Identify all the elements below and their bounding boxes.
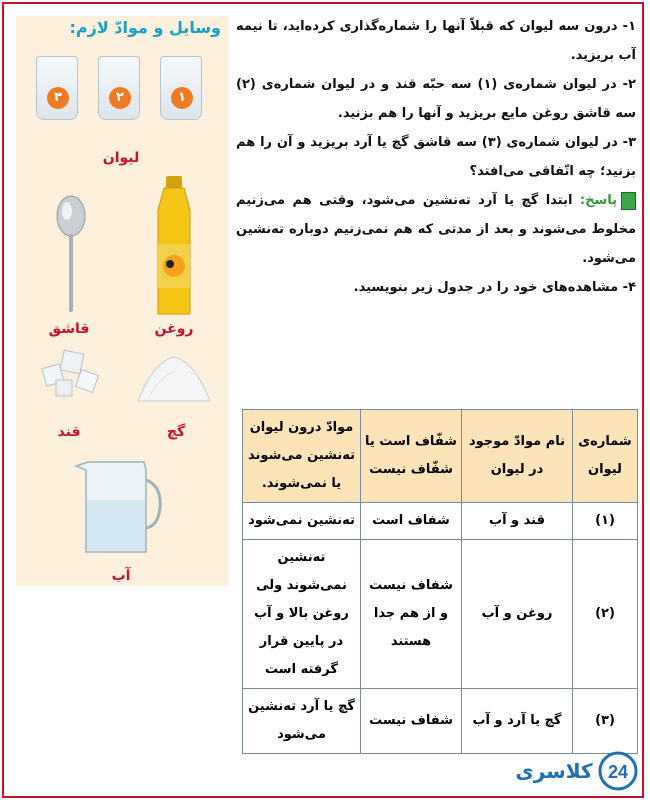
cell-number: (۱) [573,503,638,540]
spoon-label: قاشق [48,321,90,337]
glass-1-image [160,56,202,120]
cell-materials: قند و آب [462,503,573,540]
kelasery-logo [494,746,642,796]
table-row [243,540,638,689]
cell-number: (۳) [573,689,638,754]
cell-transparency: شفاف نیست [361,689,462,754]
header-sedimentation: موادّ درون لیوان ته‌نشین می‌شوند یا نمی‌شوند. [243,410,361,503]
cell-materials: گچ یا آرد و آب [462,689,573,754]
answer-text: ابتدا گچ یا آرد ته‌نشین می‌شود، وقتی هم می‌زنیم مخلوط می‌شوند و بعد از مدتی که هم نمی‌زنیم دوباره ته‌نشین می‌شود. [236,193,636,266]
sugar-label: قند [57,424,81,440]
cell-sedimentation: ته‌نشین نمی‌شوند ولی روغن بالا و آب در پایین قرار گرفته است [243,540,361,689]
answer-label: پاسخ: [579,193,617,208]
header-transparency: شفّاف است یا شفّاف نیست [361,410,462,503]
materials-title: وسایل و موادّ لازم: [69,18,221,37]
step-2: ۲- در لیوان شماره‌ی (۱) سه حبّه قند و در لیوان شماره‌ی (۲) سه قاشق روغن مایع بریزید و آنها را هم بزنید. [236,77,636,121]
water-pitcher-icon [66,456,166,556]
answer-marker-icon [621,192,636,210]
answer-paragraph [236,186,636,273]
step-4: ۴- مشاهده‌های خود را در جدول زیر بنویسید. [353,280,636,295]
plaster-pile-icon [134,351,214,407]
table-row [243,503,638,540]
table-row [243,689,638,754]
header-glass-number: شماره‌ی لیوان [573,410,638,503]
table-header-row [243,410,638,503]
glass-label: لیوان [102,150,140,166]
glass-2-image [98,56,140,120]
glass-number-2: ۲ [109,87,131,109]
sugar-cubes-icon [38,346,108,402]
cell-transparency: شفاف نیست و از هم جدا هستند [361,540,462,689]
plaster-label: گچ [166,424,186,440]
materials-sidebar [16,16,229,586]
cell-number: (۲) [573,540,638,689]
step-3: ۳- در لیوان شماره‌ی (۳) سه قاشق گچ یا آرد بریزید و آن را هم بزنید؛ چه اتّفاقی می‌افتد؟ [236,135,636,179]
cell-sedimentation: ته‌نشین نمی‌شود [243,503,361,540]
logo-number: 24 [607,762,629,782]
glass-number-1: ۱ [171,87,193,109]
cell-sedimentation: گچ یا آرد ته‌نشین می‌شود [243,689,361,754]
oil-label: روغن [154,321,194,337]
header-materials: نام موادّ موجود در لیوان [462,410,573,503]
oil-bottle-icon [146,174,202,320]
cell-transparency: شفاف است [361,503,462,540]
logo-text: کلاسری [515,759,593,783]
step-1: ۱- درون سه لیوان که قبلاً آنها را شماره‌گذاری کرده‌اید، تا نیمه آب بریزید. [236,19,636,63]
page-frame [2,2,644,798]
glass-3-image [36,56,78,120]
spoon-icon [46,194,96,314]
observations-table [242,409,638,754]
water-label: آب [111,568,131,584]
cell-materials: روغن و آب [462,540,573,689]
instructions [236,12,636,302]
glass-number-3: ۳ [47,87,69,109]
